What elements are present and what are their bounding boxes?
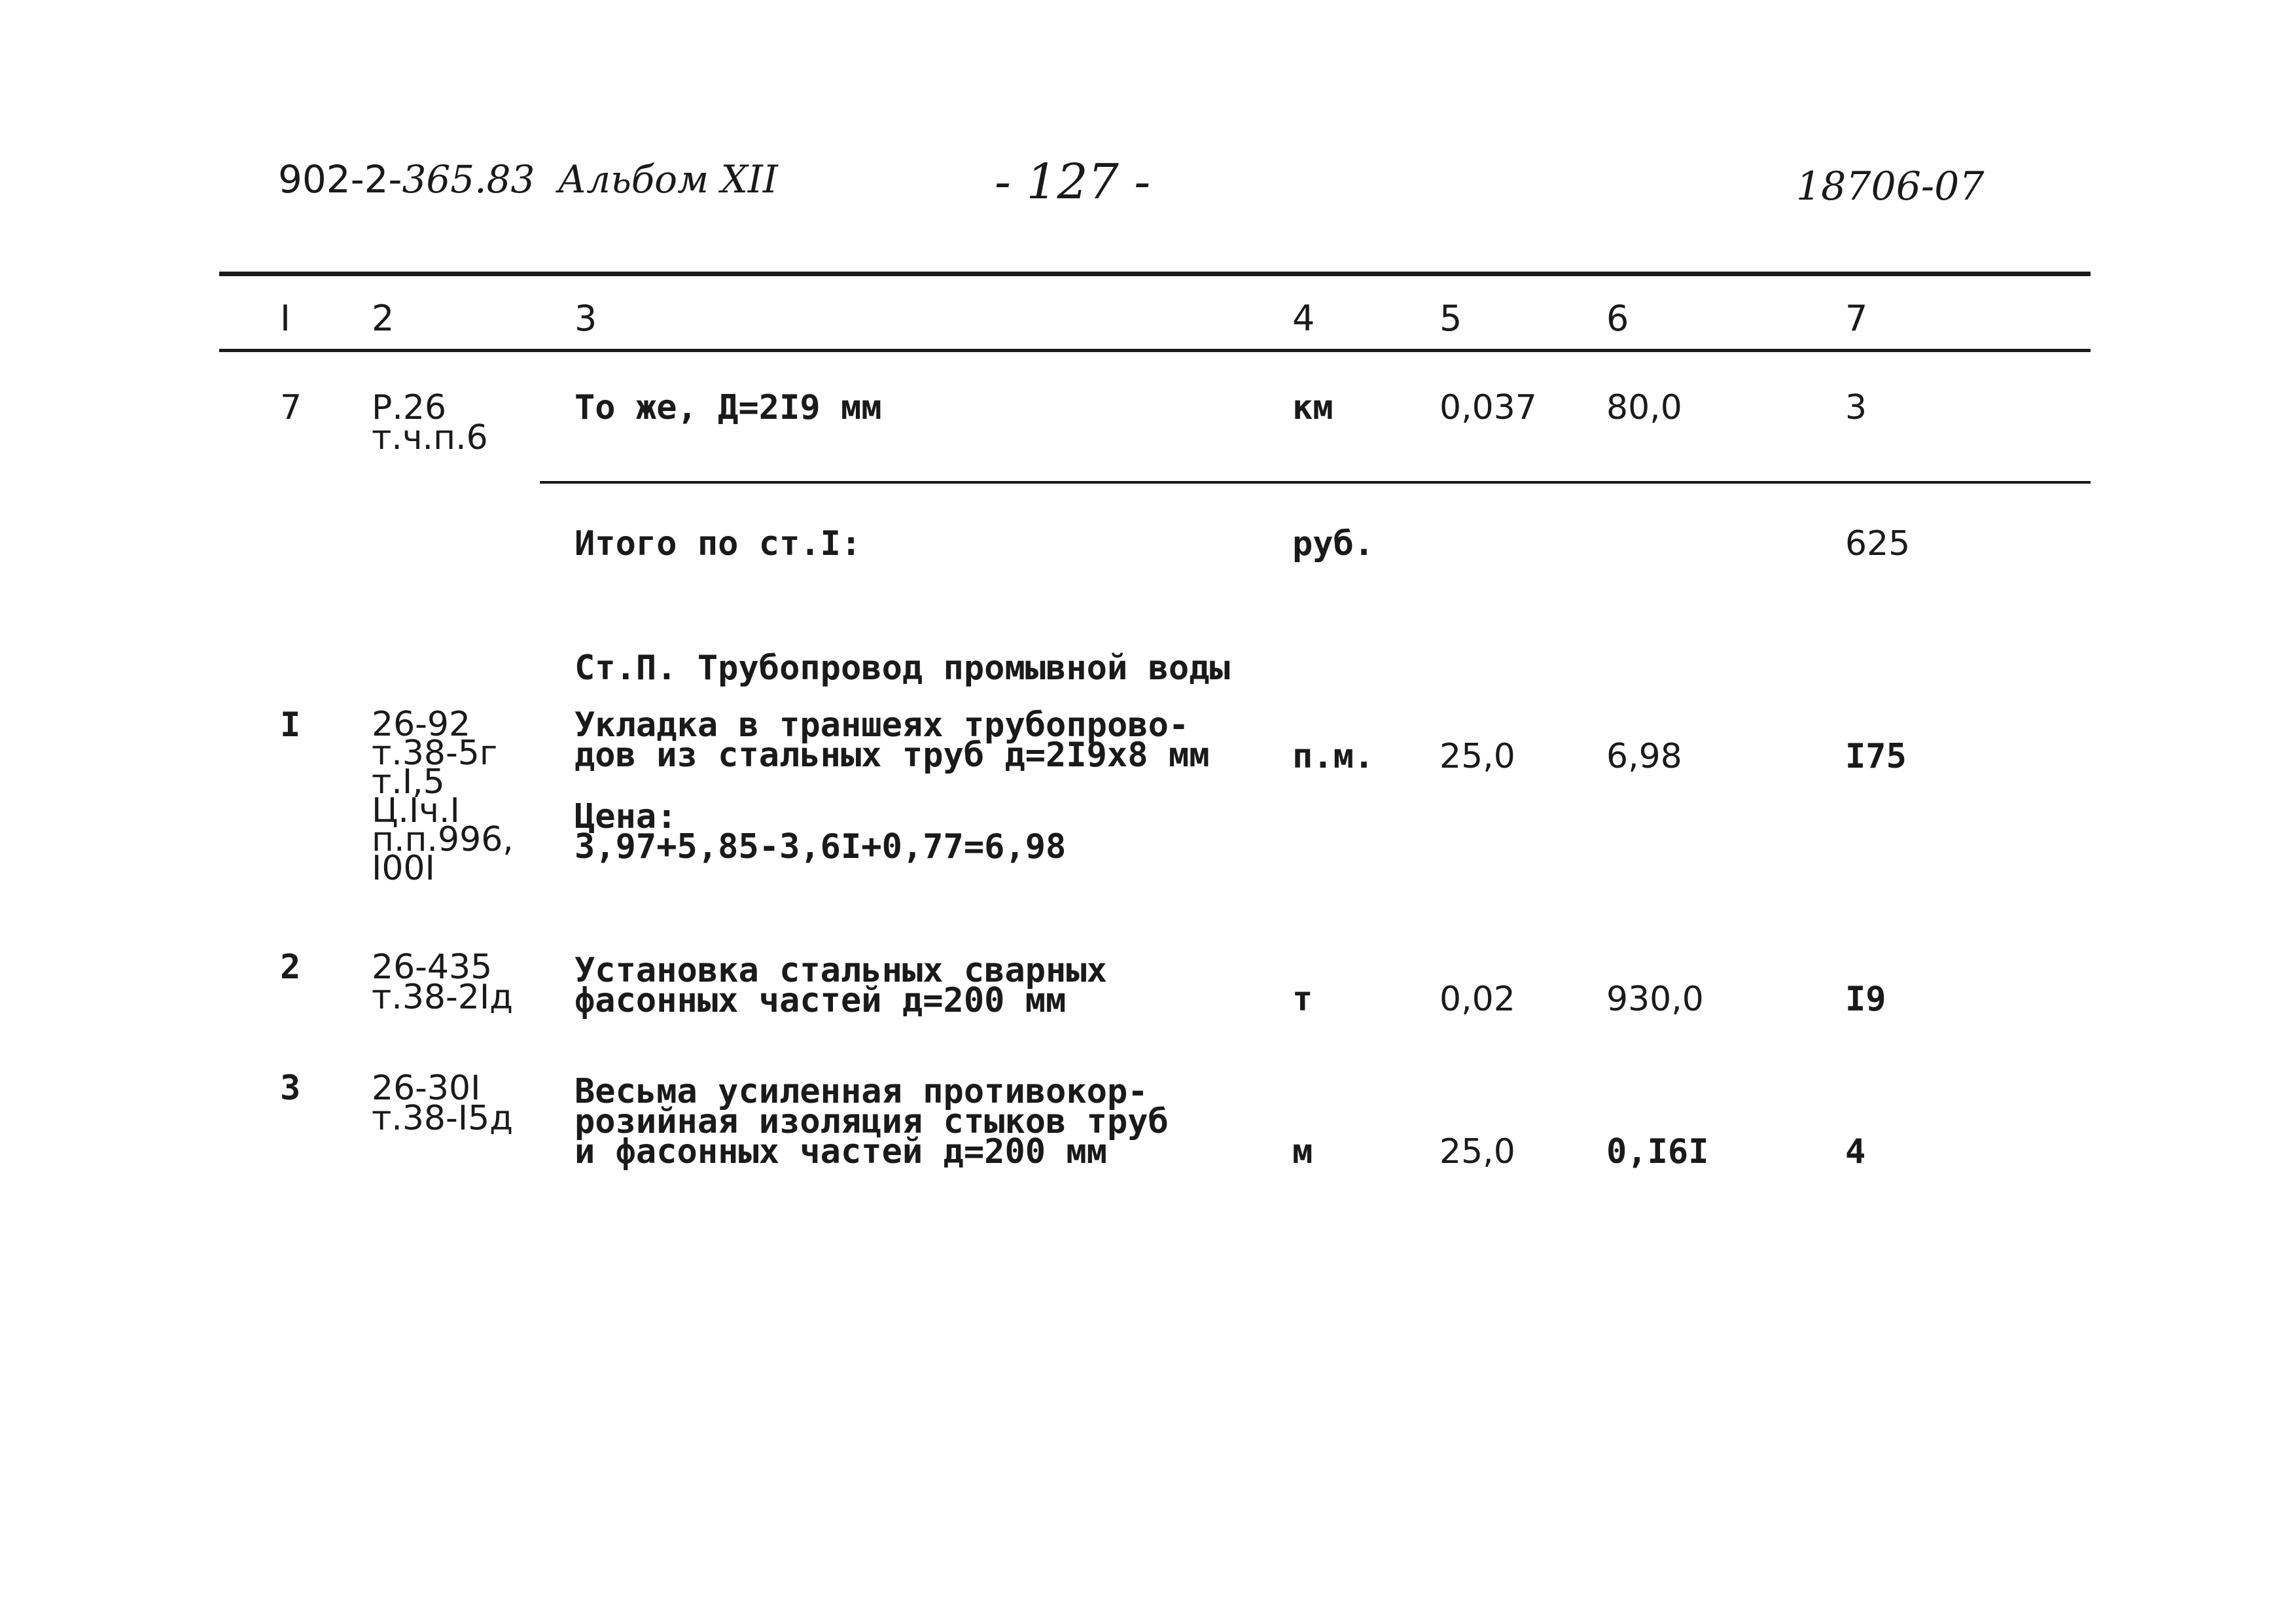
column-header-5: 5: [1439, 298, 1462, 339]
row3-qty: 0,02: [1439, 980, 1515, 1019]
column-header-7: 7: [1845, 298, 1868, 339]
row3-desc: Установка стальных сварных фасонных частей д=200 мм: [574, 951, 1107, 1020]
subtotal-unit: руб.: [1292, 524, 1375, 563]
row1-qty: 0,037: [1439, 388, 1537, 427]
row2-num: I: [280, 705, 301, 745]
doc-code-printed: 902-2-: [278, 157, 402, 202]
row2-unit: п.м.: [1292, 737, 1375, 776]
page-number: - 127 -: [995, 154, 1151, 210]
column-header-6: 6: [1606, 298, 1629, 339]
archive-number: 18706-07: [1796, 164, 1985, 209]
subtotal-rule: [540, 481, 2091, 484]
row1-desc: То же, Д=2I9 мм: [574, 388, 882, 427]
column-header-2: 2: [372, 298, 395, 339]
table-top-rule: [219, 272, 2091, 276]
row3-ref: 26-435 т.38-2Iд: [372, 948, 514, 1017]
album-label: Альбом XII: [557, 157, 778, 202]
row4-desc: Весьма усиленная противокор- розийная изоляция стыков труб и фасонных частей д=200 мм: [574, 1072, 1169, 1171]
document-code: [278, 157, 778, 202]
row1-unit: км: [1292, 388, 1333, 427]
section-heading: Ст.П. Трубопровод промывной воды: [574, 649, 1230, 688]
subtotal-total: 625: [1845, 524, 1911, 563]
row3-unit: т: [1292, 980, 1313, 1019]
row3-price: 930,0: [1606, 980, 1704, 1019]
column-header-4: 4: [1292, 298, 1315, 339]
column-header-3: 3: [574, 298, 597, 339]
row1-total: 3: [1845, 388, 1867, 427]
row2-total: I75: [1845, 737, 1907, 776]
row4-num: 3: [280, 1069, 301, 1108]
subtotal-label: Итого по ст.I:: [574, 524, 862, 563]
row3-num: 2: [280, 948, 301, 987]
row4-ref: 26-30I т.38-I5д: [372, 1069, 514, 1138]
header-bottom-rule: [219, 349, 2091, 352]
row3-total: I9: [1845, 980, 1886, 1019]
row2-qty: 25,0: [1439, 737, 1515, 776]
row4-price: 0,I6I: [1606, 1132, 1709, 1171]
row2-price: 6,98: [1606, 737, 1682, 776]
row1-ref: Р.26 т.ч.п.6: [372, 388, 488, 457]
row1-num: 7: [280, 388, 302, 427]
row4-qty: 25,0: [1439, 1132, 1515, 1171]
row2-desc: Укладка в траншеях трубопрово- дов из стальных труб д=2I9х8 мм: [574, 705, 1210, 775]
row4-unit: м: [1292, 1132, 1313, 1171]
row1-price: 80,0: [1606, 388, 1682, 427]
column-header-1: I: [280, 298, 291, 339]
doc-code-handwritten: 365.83: [402, 157, 535, 202]
row2-ref: 26-92 т.38-5г т.I,5 Ц.Iч.I п.п.996, I00I: [372, 705, 514, 888]
row2-price-calc: Цена: 3,97+5,85-3,6I+0,77=6,98: [574, 797, 1067, 866]
row4-total: 4: [1845, 1132, 1866, 1171]
